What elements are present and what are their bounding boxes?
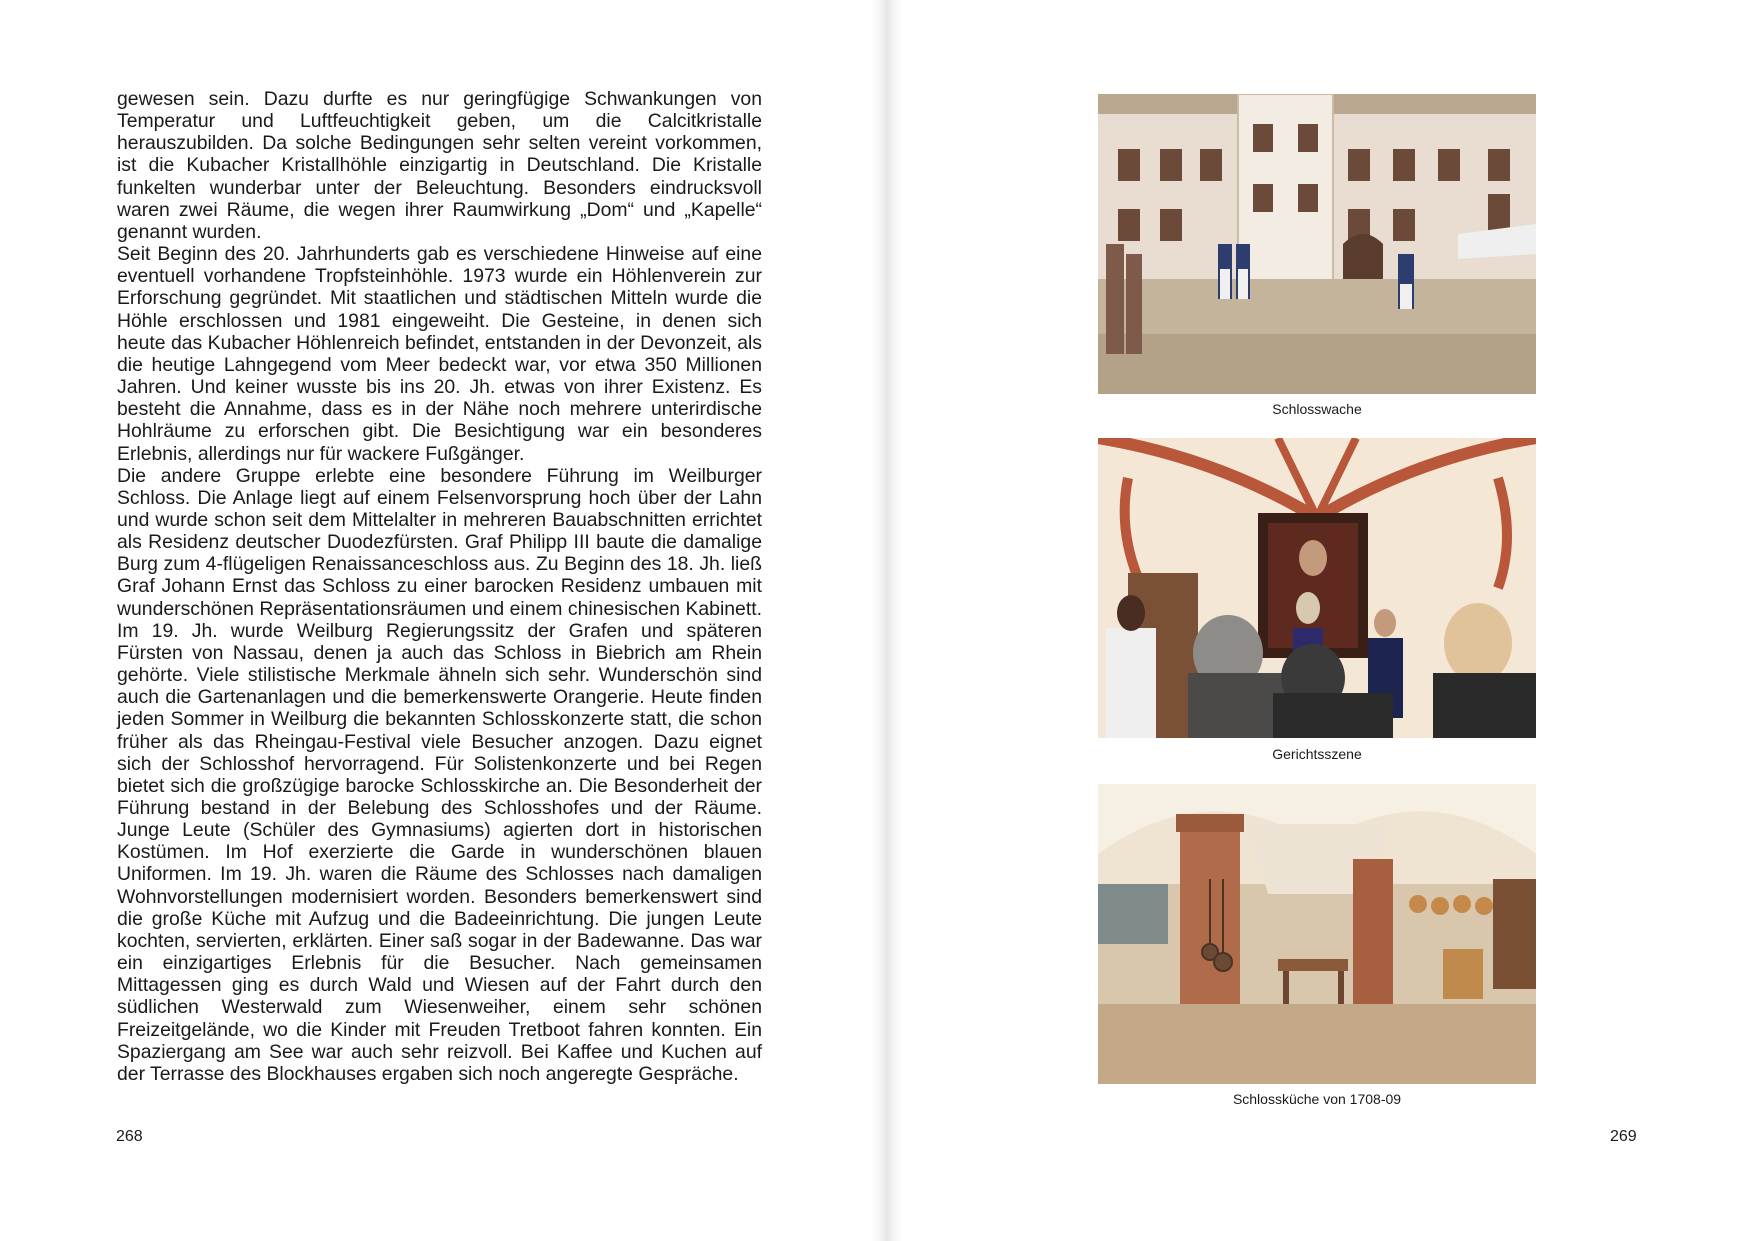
photo-caption: Gerichtsszene	[1272, 746, 1362, 762]
photo-castle-courtyard	[1098, 94, 1536, 394]
right-page	[895, 0, 1754, 1241]
paragraph: Seit Beginn des 20. Jahrhunderts gab es verschiedene Hinweise auf eine eventuell vorhandene Tropfsteinhöhle. 1973 wurde ein Höhlenverein zur Erforschung gegründet. Mit staatlichen und städtischen Mitteln wurde die Höhle erschlossen und 1981 eingeweiht. Die Gesteine, in denen sich heute das Kubacher Höhlenreich befindet, entstanden in der Devonzeit, als die heutige Lahngegend vom Meer bedeckt war, vor etwa 350 Millionen Jahren. Und keiner wusste bis ins 20. Jh. etwas von ihrer Existenz. Es besteht die Annahme, dass es in der Nähe noch mehrere unterirdische Hohlräume zu erforschen gibt. Die Besichtigung war ein besonderes Erlebnis, allerdings nur für wackere Fußgänger.	[117, 243, 762, 465]
photo-court-scene	[1098, 438, 1536, 738]
photo-caption: Schlossküche von 1708-09	[1232, 1091, 1402, 1107]
page-number-right: 269	[1610, 1128, 1637, 1145]
page-number-left: 268	[116, 1128, 143, 1145]
body-text	[117, 88, 762, 1085]
photo-caption: Schlosswache	[1272, 401, 1362, 417]
photo-castle-kitchen	[1098, 784, 1536, 1084]
paragraph: Die andere Gruppe erlebte eine besondere Führung im Weilburger Schloss. Die Anlage liegt auf einem Felsenvorsprung hoch über der Lahn und wurde schon seit dem Mittelalter in mehreren Bauabschnitten errichtet als Residenz deutscher Duodezfürsten. Graf Philipp III baute die damalige Burg zum 4-flügeligen Renaissanceschloss aus. Zu Beginn des 18. Jh. ließ Graf Johann Ernst das Schloss zu einer barocken Residenz umbauen mit wunderschönen Repräsentationsräumen und einem chinesischen Kabinett. Im 19. Jh. wurde Weilburg Regierungssitz der Grafen und späteren Fürsten von Nassau, denen ja auch das Schloss in Biebrich am Rhein gehörte. Viele stilistische Merkmale ähneln sich sehr. Wunderschön sind auch die Gartenanlagen und die bemerkenswerte Orangerie. Heute finden jeden Sommer in Weilburg die bekannten Schlosskonzerte statt, die schon früher als das Rheingau-Festival viele Besucher anzogen. Dazu eignet sich der Schlosshof hervorragend. Für Solistenkonzerte und bei Regen bietet sich die großzügige barocke Schlosskirche an. Die Besonderheit der Führung bestand in der Belebung des Schlosshofes und der Räume. Junge Leute (Schüler des Gymnasiums) agierten dort in historischen Kostümen. Im Hof exerzierte die Garde in wunderschönen blauen Uniformen. Im 19. Jh. waren die Räume des Schlosses nach damaligen Wohnvorstellungen modernisiert worden. Besonders bemerkenswert sind die große Küche mit Aufzug und die Badeeinrichtung. Die jungen Leute kochten, servierten, erklärten. Einer saß sogar in der Badewanne. Das war ein einzigartiges Erlebnis für die Besucher. Nach gemeinsamen Mittagessen ging es durch Wald und Wiesen auf der Fahrt durch den südlichen Westerwald zum Wiesenweiher, einem sehr schönen Freizeitgelände, wo die Kinder mit Freuden Tretboot fahren konnten. Ein Spaziergang am See war auch sehr reizvoll. Bei Kaffee und Kuchen auf der Terrasse des Blockhauses ergaben sich noch angeregte Gespräche.	[117, 464, 762, 1085]
paragraph: gewesen sein. Dazu durfte es nur geringfügige Schwankungen von Temperatur und Luftfeuchtigkeit geben, um die Calcitkristalle herauszubilden. Da solche Bedingungen sehr selten vereint vorkommen, ist die Kubacher Kristallhöhle einzigartig in Deutschland. Die Kristalle funkelten wunderbar unter der Beleuchtung. Besonders eindrucksvoll waren zwei Räume, die wegen ihrer Raumwirkung „Dom“ und „Kapelle“ genannt wurden.	[117, 88, 762, 243]
